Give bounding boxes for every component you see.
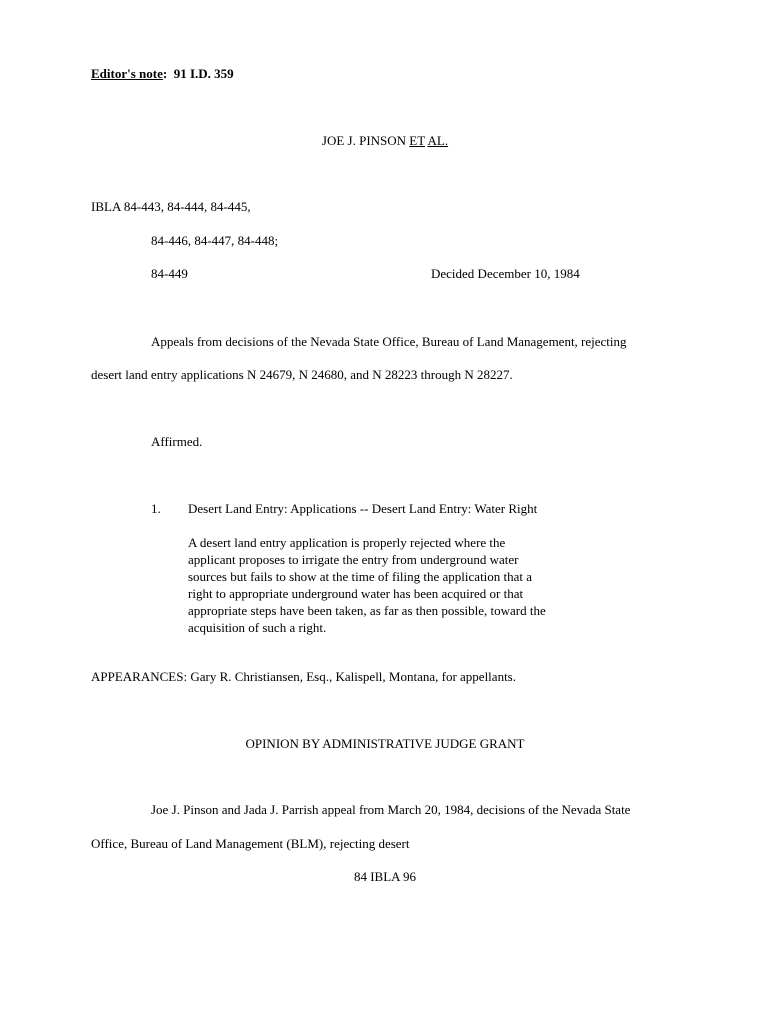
headnote-line: A desert land entry application is properly rejected where the [188, 535, 506, 550]
case-title-al: AL. [427, 133, 449, 148]
headnote-text [188, 534, 608, 636]
page-footer: 84 IBLA 96 [353, 869, 417, 884]
case-title [0, 133, 770, 148]
editors-note-label: Editor's note [91, 66, 163, 81]
decision-date: Decided December 10, 1984 [431, 266, 580, 281]
opinion-heading: OPINION BY ADMINISTRATIVE JUDGE GRANT [245, 736, 525, 751]
appearances: APPEARANCES: Gary R. Christiansen, Esq., Kalispell, Montana, for appellants. [91, 669, 516, 684]
summary-line-2: desert land entry applications N 24679, N 24680, and N 28223 through N 28227. [91, 367, 513, 382]
headnote-line: right to appropriate underground water has been acquired or that [188, 586, 524, 601]
headnote-number: 1. [151, 501, 161, 516]
disposition: Affirmed. [151, 434, 203, 449]
case-title-et: ET [409, 133, 425, 148]
opinion-line-2: Office, Bureau of Land Management (BLM), rejecting desert [91, 836, 410, 851]
headnote-line: applicant proposes to irrigate the entry from underground water [188, 552, 519, 567]
summary-line-1: Appeals from decisions of the Nevada State Office, Bureau of Land Management, rejecting [151, 334, 627, 349]
docket-line-1: IBLA 84-443, 84-444, 84-445, [91, 199, 251, 214]
opinion-line-1: Joe J. Pinson and Jada J. Parrish appeal from March 20, 1984, decisions of the Nevada State [151, 802, 631, 817]
editors-note: Editor's note: 91 I.D. 359 [91, 66, 234, 81]
docket-line-2: 84-446, 84-447, 84-448; [151, 233, 279, 248]
docket-line-3: 84-449 [151, 266, 188, 281]
headnote-line: acquisition of such a right. [188, 620, 327, 635]
case-title-main: JOE J. PINSON [321, 133, 407, 148]
headnote-line: appropriate steps have been taken, as far as then possible, toward the [188, 603, 546, 618]
editors-note-citation: 91 I.D. 359 [173, 66, 234, 81]
headnote-line: sources but fails to show at the time of filing the application that a [188, 569, 533, 584]
headnote-topic: Desert Land Entry: Applications -- Desert Land Entry: Water Right [188, 501, 538, 516]
